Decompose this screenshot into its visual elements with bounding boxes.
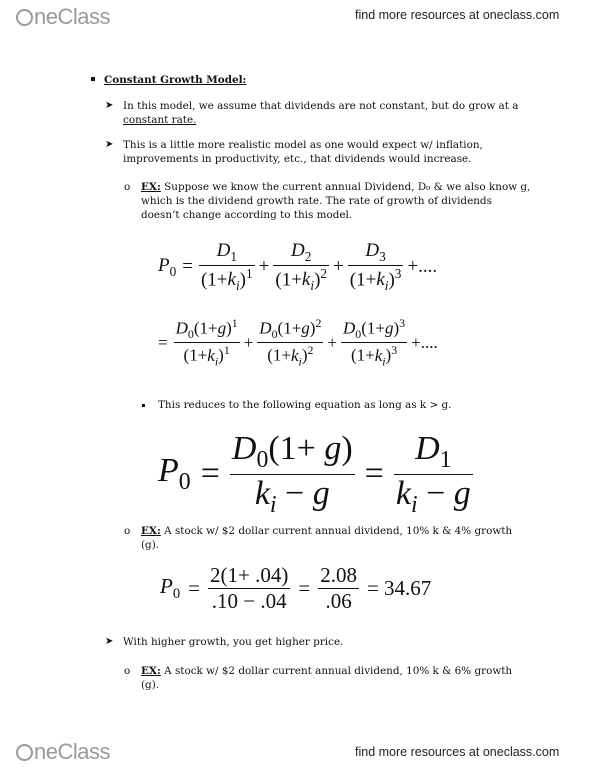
logo-o-ring-icon	[16, 9, 33, 26]
point2-line2: improvements in productivity, etc., that dividends would increase.	[123, 153, 472, 165]
ex1-label: EX:	[141, 181, 161, 193]
point3: With higher growth, you get higher price.	[123, 636, 344, 648]
ex1-line3: doesn’t change according to this model.	[141, 209, 353, 221]
header-resources-link[interactable]: find more resources at oneclass.com	[355, 8, 560, 22]
oneclass-logo	[16, 6, 110, 28]
square-bullet-icon	[142, 399, 145, 413]
point1-line1: In this model, we assume that dividends are not constant, but do grow at a	[123, 100, 519, 112]
footer-logo-text: neClass	[34, 739, 110, 764]
eq4-result: = 34.67	[366, 576, 432, 600]
bullet-icon	[91, 77, 95, 81]
ex1-line2: which is the dividend growth rate. The rate of growth of dividends	[141, 195, 492, 207]
ex2-text: A stock w/ $2 dollar current annual dividend, 10% k & 4% growth	[160, 525, 513, 537]
point2-line1: This is a little more realistic model as one would expect w/ inflation,	[123, 139, 483, 151]
ex3-text: A stock w/ $2 dollar current annual dividend, 10% k & 6% growth	[160, 665, 513, 677]
section-bullet-row	[91, 73, 246, 87]
equation-gordon-model: $P_0$ = $\frac{D_0(1+ g)}{k_i - g}$ = $\frac{D_1}{k_i - g}$	[158, 430, 471, 518]
footer-resources-link[interactable]: find more resources at oneclass.com	[355, 745, 560, 759]
section-title: Constant Growth Model:	[104, 74, 247, 86]
circle-bullet-icon: o	[124, 525, 131, 537]
circle-bullet-icon: o	[124, 181, 131, 193]
ex2-line2: (g).	[141, 539, 160, 551]
arrow-bullet-icon: ➤	[105, 100, 114, 111]
reduce-note: This reduces to the following equation as long as k > g.	[158, 399, 452, 411]
ex1-text: Suppose we know the current annual Dividend, D₀ & we also know g,	[160, 181, 531, 193]
ex2-label: EX:	[141, 525, 161, 537]
eq4-num2: 2.08	[320, 563, 357, 587]
circle-bullet-icon: o	[124, 665, 131, 677]
ex3-line2: (g).	[141, 679, 160, 691]
eq4-num1: 2(1+ .04)	[210, 563, 289, 587]
equation-p0-expansion: $P_0$ = $\frac{D_1}{(1+k_i)^1}$ + $\frac{D_2}{(1+k_i)^2}$ + $\frac{D_3}{(1+k_i)^3}$ +....	[158, 240, 438, 293]
equation-growth-expansion: = $\frac{D_0(1+g)^1}{(1+k_i)^1}$ + $\frac{D_0(1+g)^2}{(1+k_i)^2}$ + $\frac{D_0(1+g)^3}{(1+k_i)^3}$ +....	[158, 316, 438, 369]
ex3-label: EX:	[141, 665, 161, 677]
equation-example-result: $P_0$ = $\frac{2(1+ .04)}{.10 - .04}$ = $\frac{2.08}{.06}$ = 34.67	[160, 563, 432, 613]
eq4-den1: .10 − .04	[211, 589, 287, 613]
ex2-line1	[141, 524, 512, 538]
ex3-line1	[141, 664, 512, 678]
arrow-bullet-icon: ➤	[105, 636, 114, 647]
ex1-line1	[141, 180, 530, 194]
logo-text: neClass	[34, 4, 110, 29]
eq4-den2: .06	[325, 589, 352, 613]
arrow-bullet-icon: ➤	[105, 139, 114, 150]
oneclass-footer-logo	[16, 741, 110, 763]
point1-line2: constant rate.	[123, 114, 197, 126]
logo-o-ring-icon	[16, 744, 33, 761]
